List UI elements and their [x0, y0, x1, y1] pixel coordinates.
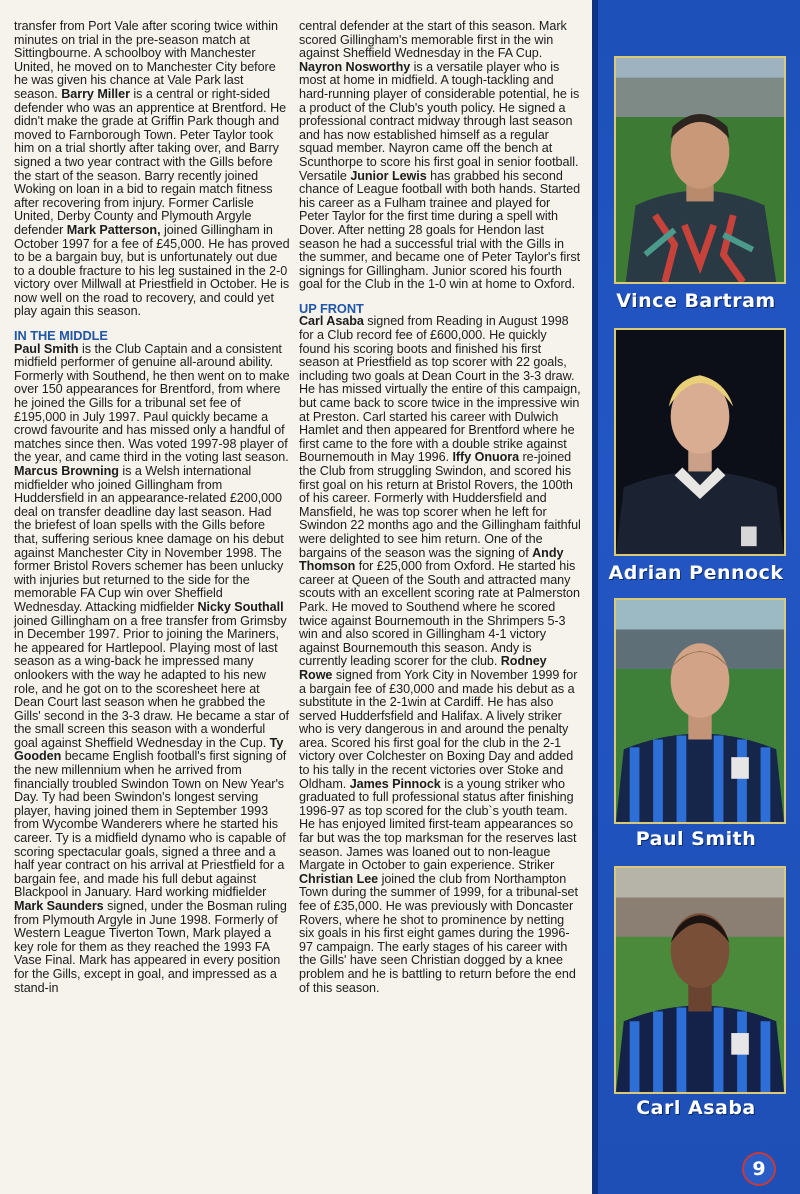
player-photo-adrian-pennock	[614, 328, 786, 556]
paragraph-defenders: transfer from Port Vale after scoring twice within minutes on trial in the pre-season match at Sittingbourne. A schoolboy with Manchester United, he moved on to Manchester City before he was given his chance at Vale Park last season. Barry Miller is a central or right-sided defender who was an apprentice at Brentford. He didn't make the grade at Griffin Park though and moved to Farnborough Town. Peter Taylor took him on a trial shortly after taking over, and Barry signed a two year contract with the Gills before the start of the season. Barry recently joined Woking on loan in a bid to regain match fitness after recovering from injury. Former Carlisle United, Derby County and Plymouth Argyle defender Mark Patterson, joined Gillingham in October 1997 for a fee of £45,000. He has proved to be a bargain buy, but is unfortunately out due to a double fracture to his leg sustained in the 2-0 victory over Millwall at Priestfield in October. He is now well on the road to recovery, and could yet play again this season.	[14, 19, 290, 319]
player-photo-carl-asaba	[614, 866, 786, 1094]
left-column	[14, 20, 290, 995]
player-photo-vince-bartram	[614, 56, 786, 284]
photo-caption: Paul Smith	[635, 828, 757, 850]
player-name: Carl Asaba	[299, 314, 364, 329]
player-name: Andy Thomson	[299, 545, 564, 574]
photo-caption: Adrian Pennock	[608, 562, 784, 584]
paragraph-midfield-continued: central defender at the start of this season. Mark scored Gillingham's memorable first in the win against Sheffield Wednesday in the FA Cup. Nayron Nosworthy is a versatile player who is most at home in midfield. A tough-tackling and hard-running player of considerable potential, he is a product of the Club's youth policy. He signed a professional contract midway through last season and has now established himself as a regular squad member. Nayron came off the bench at Scunthorpe to score his first goal in senior football. Versatile Junior Lewis has grabbed his second chance of League football with both hands. Started his career as a Fulham trainee and played for Peter Taylor for the first time during a spell with Dover. After netting 28 goals for Hendon last season he had a successful trial with the Gills in the summer, and became one of Peter Taylor's first signings for Gillingham. Junior scored his fourth goal for the Club in the 1-0 win at home to Oxford.	[299, 19, 581, 292]
paragraph-forwards: Carl Asaba signed from Reading in August 1998 for a Club record fee of £600,000. He quickly found his scoring boots and finished his first season at Priestfield as top scorer with 22 goals, including two goals at Dean Court in the 3-3 draw. He has missed virtually the entire of this campaign, but came back to score twice in the impressive win at Preston. Carl started his career with Dulwich Hamlet and then appeared for Brentford where he first came to the fore with a double strike against Bournemouth in May 1996. Iffy Onuora re-joined the Club from struggling Swindon, and scored his first goal on his return at Bristol Rovers, the 100th of his career. Formerly with Huddersfield and Mansfield, he was top scorer when he left for Swindon 22 months ago and the Gillingham faithful were delighted to see him return. One of the bargains of the season was the signing of Andy Thomson for £25,000 from Oxford. He started his career at Queen of the South and attracted many scouts with an excellent scoring rate at Palmerston Park. He moved to Southend where he scored twice against Bournemouth in the Shrimpers 5-3 win and also scored in Gillingham 4-1 victory against Bournemouth this season. Andy is currently leading scorer for the club. Rodney Rowe signed from York City in November 1999 for a bargain fee of £30,000 and made his debut as a substitute in the 2-1win at Cardiff. He has also served Hudderfsfield and Halifax. A lively striker who is very dangerous in and around the penalty area. Scored his first goal for the club in the 2-1 victory over Colchester on Boxing Day and added to his tally in the recent victories over Stoke and Oldham. James Pinnock is a young striker who graduated to full professional status after finishing 1996-97 as top scored for the club`s youth team. He has enjoyed limited first-team appearances so far but was the top marksman for the reserves last season. James was loaned out to non-league Margate in October to gain experience. Striker Christian Lee joined the club from Northampton Town during the summer of 1999, for a tribunal-set fee of £35,000. He was previously with Doncaster Rovers, where he shot to prominence by netting six goals in his first eight games during the 1996-97 campaign. The early stages of his career with the Gills' have seen Christian dogged by a knee problem and he is battling to return before the end of this season.	[299, 314, 581, 995]
section-heading-up-front: UP FRONT	[299, 300, 364, 316]
player-name: Ty Gooden	[14, 735, 284, 764]
player-photo-paul-smith	[614, 598, 786, 824]
photo-caption: Vince Bartram	[616, 290, 776, 312]
player-name: Nicky Southall	[197, 599, 284, 614]
player-name: Iffy Onuora	[452, 450, 520, 465]
page-number: 9	[742, 1152, 776, 1186]
player-name: James Pinnock	[349, 776, 441, 791]
player-name: Mark Saunders	[14, 899, 104, 913]
player-name: Marcus Browning	[14, 464, 119, 478]
photo-caption: Carl Asaba	[636, 1097, 756, 1119]
middle-column	[299, 20, 581, 995]
sidebar-edge	[592, 0, 598, 1194]
section-heading-middle: IN THE MIDDLE	[14, 328, 108, 344]
player-name: Nayron Nosworthy	[299, 59, 411, 74]
player-name: Rodney Rowe	[299, 654, 547, 682]
player-name: Christian Lee	[299, 871, 379, 886]
player-name: Mark Patterson,	[66, 222, 161, 237]
player-photo-sidebar	[592, 0, 800, 1194]
paragraph-midfielders: Paul Smith is the Club Captain and a consistent midfield performer of genuine all-around ability. Formerly with Southend, he then went on to make over 150 appearances for Brentford, from where he joined the Gills for a tribunal set fee of £195,000 in July 1997. Paul quickly became a crowd favourite and has missed only a handful of matches since then. Was voted 1997-98 player of the year, and came third in the voting last season. Marcus Browning is a Welsh international midfielder who joined Gillingham from Huddersfield in an appearance-related £200,000 deal on transfer deadline day last season. Had the briefest of loan spells with the Gills before that, suffering serious knee damage on his debut against Manchester City in November 1998. The former Bristol Rovers schemer has been unlucky with injuries but returned to the side for the memorable FA Cup win over Sheffield Wednesday. Attacking midfielder Nicky Southall joined Gillingham on a free transfer from Grimsby in December 1997. Prior to joining the Mariners, he appeared for Hartlepool. Playing most of last season as a wing-back he impressed many onlookers with the way he adapted to his new role, and he got on to the scoresheet here at Dean Court last season when he grabbed the Gills' second in the 3-3 draw. He became a star of the small screen this season with a wonderful goal against Sheffield Wednesday in the Cup. Ty Gooden became English football's first signing of the new millennium when he arrived from financially troubled Swindon Town on New Year's Day. Ty had been Swindon's longest serving player, having joined them in September 1993 from Wycombe Wanderers where he started his career. Ty is a midfield dynamo who is capable of scoring spectacular goals, signed a three and a half year contract on his arrival at Priestfield for a bargain fee, and made his full debut against Blackpool in January. Hard working midfielder Mark Saunders signed, under the Bosman ruling from Plymouth Argyle in June 1998. Formerly of Western League Tiverton Town, Mark played a key role for them as they reached the 1993 FA Vase Final. Mark has appeared in every position for the Gills, except in goal, and impressed as a stand-in	[14, 341, 290, 995]
player-name: Paul Smith	[14, 341, 79, 356]
player-name: Junior Lewis	[350, 168, 427, 183]
player-name: Barry Miller	[61, 86, 130, 101]
